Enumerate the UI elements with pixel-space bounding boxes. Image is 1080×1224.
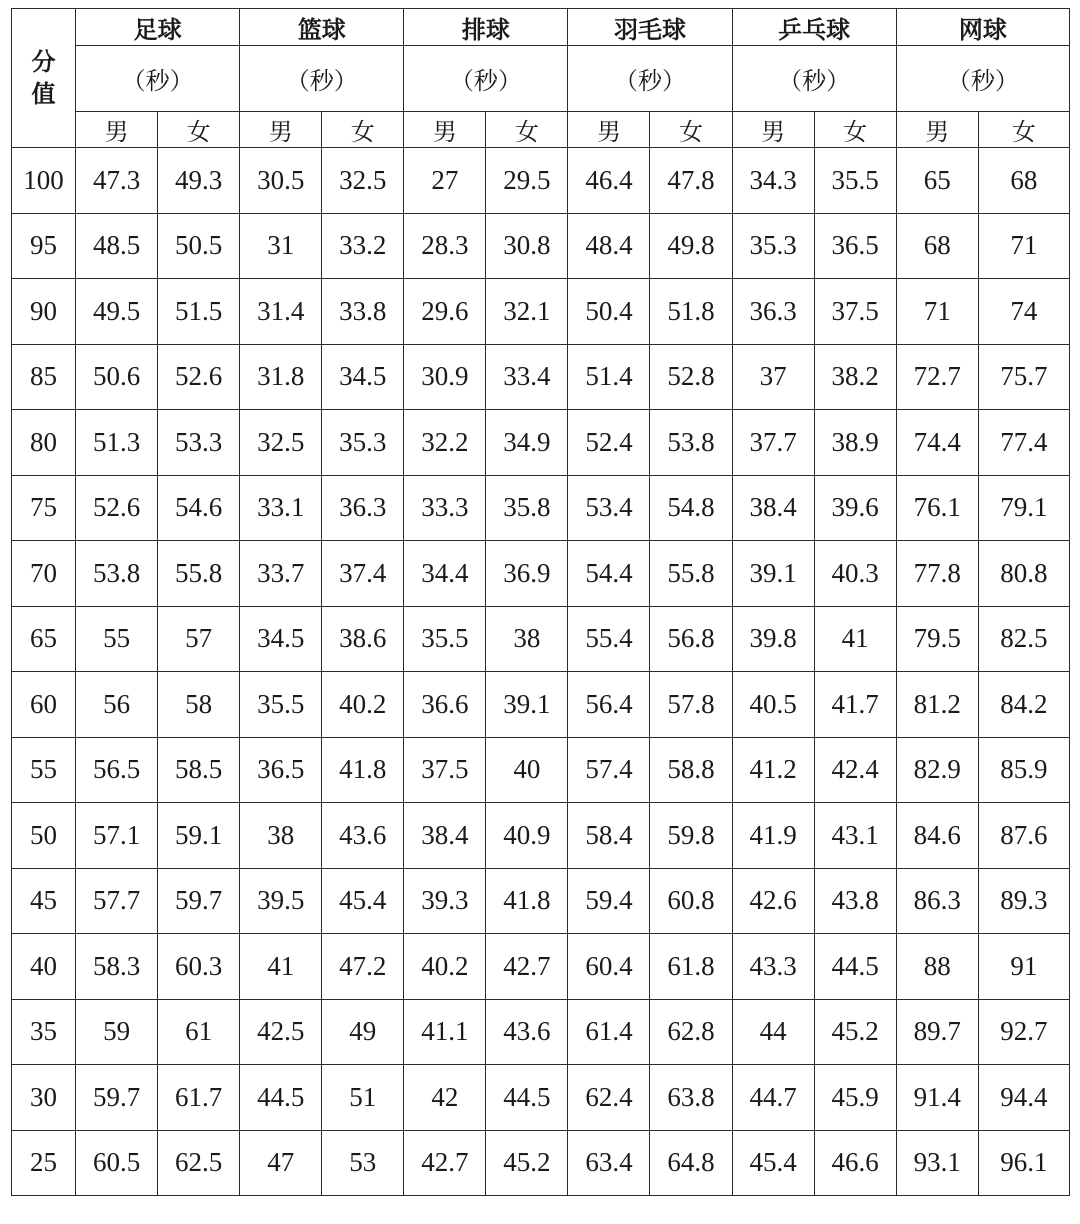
time-value-cell: 93.1 xyxy=(896,1130,978,1196)
time-value-cell: 34.9 xyxy=(486,410,568,476)
time-value-cell: 50.6 xyxy=(76,344,158,410)
time-value-cell: 57 xyxy=(158,606,240,672)
time-value-cell: 80.8 xyxy=(978,541,1069,607)
gender-male: 男 xyxy=(732,112,814,148)
gender-female: 女 xyxy=(322,112,404,148)
time-value-cell: 40.5 xyxy=(732,672,814,738)
time-value-cell: 61.4 xyxy=(568,999,650,1065)
time-value-cell: 89.3 xyxy=(978,868,1069,934)
time-value-cell: 39.6 xyxy=(814,475,896,541)
table-row xyxy=(12,344,1070,410)
time-value-cell: 72.7 xyxy=(896,344,978,410)
time-value-cell: 37.4 xyxy=(322,541,404,607)
time-value-cell: 35.5 xyxy=(404,606,486,672)
time-value-cell: 96.1 xyxy=(978,1130,1069,1196)
time-value-cell: 82.5 xyxy=(978,606,1069,672)
time-value-cell: 53.4 xyxy=(568,475,650,541)
unit-label-volleyball: （秒） xyxy=(404,46,568,112)
time-value-cell: 41 xyxy=(240,934,322,1000)
unit-label-tennis: （秒） xyxy=(896,46,1069,112)
time-value-cell: 35.3 xyxy=(732,213,814,279)
table-row xyxy=(12,999,1070,1065)
time-value-cell: 34.5 xyxy=(322,344,404,410)
table-row xyxy=(12,803,1070,869)
time-value-cell: 58.4 xyxy=(568,803,650,869)
time-value-cell: 61.8 xyxy=(650,934,732,1000)
time-value-cell: 60.4 xyxy=(568,934,650,1000)
time-value-cell: 56.4 xyxy=(568,672,650,738)
time-value-cell: 74.4 xyxy=(896,410,978,476)
time-value-cell: 39.1 xyxy=(732,541,814,607)
score-value-cell: 25 xyxy=(12,1130,76,1196)
time-value-cell: 79.5 xyxy=(896,606,978,672)
time-value-cell: 40.9 xyxy=(486,803,568,869)
time-value-cell: 39.5 xyxy=(240,868,322,934)
time-value-cell: 71 xyxy=(896,279,978,345)
time-value-cell: 44.5 xyxy=(240,1065,322,1131)
time-value-cell: 55.4 xyxy=(568,606,650,672)
top-edge-mask xyxy=(0,0,1080,8)
time-value-cell: 84.2 xyxy=(978,672,1069,738)
time-value-cell: 36.3 xyxy=(322,475,404,541)
time-value-cell: 50.5 xyxy=(158,213,240,279)
time-value-cell: 56.8 xyxy=(650,606,732,672)
time-value-cell: 33.3 xyxy=(404,475,486,541)
score-value-cell: 65 xyxy=(12,606,76,672)
score-value-cell: 70 xyxy=(12,541,76,607)
table-row xyxy=(12,1130,1070,1196)
time-value-cell: 36.5 xyxy=(814,213,896,279)
time-value-cell: 38.2 xyxy=(814,344,896,410)
time-value-cell: 40.2 xyxy=(404,934,486,1000)
time-value-cell: 44.5 xyxy=(486,1065,568,1131)
table-row xyxy=(12,737,1070,803)
time-value-cell: 36.6 xyxy=(404,672,486,738)
sport-header-row xyxy=(12,9,1070,46)
time-value-cell: 41.2 xyxy=(732,737,814,803)
score-value-cell: 60 xyxy=(12,672,76,738)
time-value-cell: 59.7 xyxy=(76,1065,158,1131)
sport-header-volleyball: 排球 xyxy=(404,9,568,46)
unit-label-basketball: （秒） xyxy=(240,46,404,112)
time-value-cell: 77.4 xyxy=(978,410,1069,476)
time-value-cell: 42.7 xyxy=(486,934,568,1000)
time-value-cell: 55.8 xyxy=(158,541,240,607)
time-value-cell: 92.7 xyxy=(978,999,1069,1065)
time-value-cell: 33.4 xyxy=(486,344,568,410)
score-value-cell: 55 xyxy=(12,737,76,803)
time-value-cell: 53 xyxy=(322,1130,404,1196)
time-value-cell: 32.5 xyxy=(322,148,404,214)
gender-female: 女 xyxy=(650,112,732,148)
time-value-cell: 34.4 xyxy=(404,541,486,607)
time-value-cell: 42.7 xyxy=(404,1130,486,1196)
gender-female: 女 xyxy=(814,112,896,148)
time-value-cell: 30.5 xyxy=(240,148,322,214)
time-value-cell: 59 xyxy=(76,999,158,1065)
time-value-cell: 41.7 xyxy=(814,672,896,738)
time-value-cell: 86.3 xyxy=(896,868,978,934)
time-value-cell: 33.8 xyxy=(322,279,404,345)
time-value-cell: 37.5 xyxy=(404,737,486,803)
time-value-cell: 35.8 xyxy=(486,475,568,541)
time-value-cell: 28.3 xyxy=(404,213,486,279)
time-value-cell: 74 xyxy=(978,279,1069,345)
time-value-cell: 85.9 xyxy=(978,737,1069,803)
time-value-cell: 91 xyxy=(978,934,1069,1000)
sport-header-basketball: 篮球 xyxy=(240,9,404,46)
score-value-cell: 35 xyxy=(12,999,76,1065)
time-value-cell: 63.4 xyxy=(568,1130,650,1196)
time-value-cell: 49 xyxy=(322,999,404,1065)
time-value-cell: 75.7 xyxy=(978,344,1069,410)
time-value-cell: 60.8 xyxy=(650,868,732,934)
gender-male: 男 xyxy=(76,112,158,148)
time-value-cell: 59.1 xyxy=(158,803,240,869)
time-value-cell: 51.3 xyxy=(76,410,158,476)
time-value-cell: 30.8 xyxy=(486,213,568,279)
time-value-cell: 40.3 xyxy=(814,541,896,607)
gender-female: 女 xyxy=(158,112,240,148)
table-row xyxy=(12,148,1070,214)
time-value-cell: 41.8 xyxy=(322,737,404,803)
time-value-cell: 60.3 xyxy=(158,934,240,1000)
time-value-cell: 49.8 xyxy=(650,213,732,279)
time-value-cell: 29.6 xyxy=(404,279,486,345)
time-value-cell: 33.1 xyxy=(240,475,322,541)
time-value-cell: 43.8 xyxy=(814,868,896,934)
time-value-cell: 36.3 xyxy=(732,279,814,345)
time-value-cell: 48.4 xyxy=(568,213,650,279)
gender-male: 男 xyxy=(568,112,650,148)
score-value-cell: 85 xyxy=(12,344,76,410)
time-value-cell: 57.7 xyxy=(76,868,158,934)
time-value-cell: 47.8 xyxy=(650,148,732,214)
time-value-cell: 57.1 xyxy=(76,803,158,869)
score-value-cell: 100 xyxy=(12,148,76,214)
time-value-cell: 59.4 xyxy=(568,868,650,934)
time-value-cell: 62.5 xyxy=(158,1130,240,1196)
time-value-cell: 43.6 xyxy=(322,803,404,869)
table-row xyxy=(12,606,1070,672)
time-value-cell: 60.5 xyxy=(76,1130,158,1196)
gender-male: 男 xyxy=(240,112,322,148)
time-value-cell: 52.8 xyxy=(650,344,732,410)
time-value-cell: 53.8 xyxy=(650,410,732,476)
time-value-cell: 81.2 xyxy=(896,672,978,738)
time-value-cell: 45.4 xyxy=(732,1130,814,1196)
time-value-cell: 39.3 xyxy=(404,868,486,934)
time-value-cell: 45.2 xyxy=(814,999,896,1065)
time-value-cell: 38 xyxy=(240,803,322,869)
time-value-cell: 31 xyxy=(240,213,322,279)
time-value-cell: 41 xyxy=(814,606,896,672)
table-row xyxy=(12,213,1070,279)
time-value-cell: 59.8 xyxy=(650,803,732,869)
time-value-cell: 61.7 xyxy=(158,1065,240,1131)
time-value-cell: 40.2 xyxy=(322,672,404,738)
time-value-cell: 39.8 xyxy=(732,606,814,672)
time-value-cell: 33.7 xyxy=(240,541,322,607)
gender-male: 男 xyxy=(404,112,486,148)
table-row xyxy=(12,279,1070,345)
score-value-cell: 40 xyxy=(12,934,76,1000)
time-value-cell: 56.5 xyxy=(76,737,158,803)
time-value-cell: 41.1 xyxy=(404,999,486,1065)
score-value-cell: 95 xyxy=(12,213,76,279)
time-value-cell: 54.4 xyxy=(568,541,650,607)
score-value-cell: 80 xyxy=(12,410,76,476)
gender-male: 男 xyxy=(896,112,978,148)
time-value-cell: 49.3 xyxy=(158,148,240,214)
time-value-cell: 52.4 xyxy=(568,410,650,476)
sport-header-table-tennis: 乒乓球 xyxy=(732,9,896,46)
time-value-cell: 47 xyxy=(240,1130,322,1196)
time-value-cell: 45.9 xyxy=(814,1065,896,1131)
score-value-cell: 90 xyxy=(12,279,76,345)
time-value-cell: 50.4 xyxy=(568,279,650,345)
table-row xyxy=(12,410,1070,476)
time-value-cell: 82.9 xyxy=(896,737,978,803)
sport-header-badminton: 羽毛球 xyxy=(568,9,732,46)
time-value-cell: 48.5 xyxy=(76,213,158,279)
time-value-cell: 44.7 xyxy=(732,1065,814,1131)
time-value-cell: 53.3 xyxy=(158,410,240,476)
table-row xyxy=(12,475,1070,541)
score-value-cell: 50 xyxy=(12,803,76,869)
time-value-cell: 79.1 xyxy=(978,475,1069,541)
gender-female: 女 xyxy=(486,112,568,148)
time-value-cell: 31.8 xyxy=(240,344,322,410)
time-value-cell: 38.6 xyxy=(322,606,404,672)
score-column-header xyxy=(12,9,76,148)
sport-header-tennis: 网球 xyxy=(896,9,1069,46)
time-value-cell: 34.3 xyxy=(732,148,814,214)
time-value-cell: 55 xyxy=(76,606,158,672)
time-value-cell: 37.7 xyxy=(732,410,814,476)
time-value-cell: 84.6 xyxy=(896,803,978,869)
time-value-cell: 46.4 xyxy=(568,148,650,214)
time-value-cell: 51 xyxy=(322,1065,404,1131)
time-value-cell: 52.6 xyxy=(76,475,158,541)
table-row xyxy=(12,934,1070,1000)
unit-header-row xyxy=(12,46,1070,112)
time-value-cell: 64.8 xyxy=(650,1130,732,1196)
time-value-cell: 58.5 xyxy=(158,737,240,803)
time-value-cell: 54.8 xyxy=(650,475,732,541)
table-row xyxy=(12,541,1070,607)
time-value-cell: 87.6 xyxy=(978,803,1069,869)
time-value-cell: 71 xyxy=(978,213,1069,279)
score-label-char-1: 分 xyxy=(31,48,56,76)
score-table-container xyxy=(11,8,1070,1196)
unit-label-football: （秒） xyxy=(76,46,240,112)
time-value-cell: 59.7 xyxy=(158,868,240,934)
time-value-cell: 42.4 xyxy=(814,737,896,803)
time-value-cell: 32.5 xyxy=(240,410,322,476)
time-value-cell: 58.8 xyxy=(650,737,732,803)
time-value-cell: 65 xyxy=(896,148,978,214)
table-row xyxy=(12,672,1070,738)
time-value-cell: 62.4 xyxy=(568,1065,650,1131)
time-value-cell: 62.8 xyxy=(650,999,732,1065)
time-value-cell: 35.5 xyxy=(240,672,322,738)
table-header xyxy=(12,9,1070,148)
time-value-cell: 42.6 xyxy=(732,868,814,934)
time-value-cell: 46.6 xyxy=(814,1130,896,1196)
time-value-cell: 63.8 xyxy=(650,1065,732,1131)
time-value-cell: 36.9 xyxy=(486,541,568,607)
time-value-cell: 43.1 xyxy=(814,803,896,869)
time-value-cell: 27 xyxy=(404,148,486,214)
gender-header-row xyxy=(12,112,1070,148)
time-value-cell: 58.3 xyxy=(76,934,158,1000)
sport-header-football: 足球 xyxy=(76,9,240,46)
time-value-cell: 38.9 xyxy=(814,410,896,476)
time-value-cell: 37.5 xyxy=(814,279,896,345)
time-value-cell: 33.2 xyxy=(322,213,404,279)
score-value-cell: 45 xyxy=(12,868,76,934)
time-value-cell: 58 xyxy=(158,672,240,738)
time-value-cell: 41.8 xyxy=(486,868,568,934)
time-value-cell: 31.4 xyxy=(240,279,322,345)
unit-label-badminton: （秒） xyxy=(568,46,732,112)
time-value-cell: 91.4 xyxy=(896,1065,978,1131)
time-value-cell: 56 xyxy=(76,672,158,738)
gender-female: 女 xyxy=(978,112,1069,148)
time-value-cell: 94.4 xyxy=(978,1065,1069,1131)
time-value-cell: 52.6 xyxy=(158,344,240,410)
time-value-cell: 38.4 xyxy=(404,803,486,869)
time-value-cell: 40 xyxy=(486,737,568,803)
time-value-cell: 88 xyxy=(896,934,978,1000)
time-value-cell: 38.4 xyxy=(732,475,814,541)
time-value-cell: 61 xyxy=(158,999,240,1065)
time-value-cell: 41.9 xyxy=(732,803,814,869)
table-row xyxy=(12,868,1070,934)
time-value-cell: 49.5 xyxy=(76,279,158,345)
time-value-cell: 42.5 xyxy=(240,999,322,1065)
time-value-cell: 76.1 xyxy=(896,475,978,541)
time-value-cell: 38 xyxy=(486,606,568,672)
time-value-cell: 34.5 xyxy=(240,606,322,672)
time-value-cell: 42 xyxy=(404,1065,486,1131)
time-value-cell: 89.7 xyxy=(896,999,978,1065)
time-value-cell: 68 xyxy=(978,148,1069,214)
score-label-char-2: 值 xyxy=(31,80,56,108)
time-value-cell: 51.5 xyxy=(158,279,240,345)
score-value-cell: 30 xyxy=(12,1065,76,1131)
time-value-cell: 55.8 xyxy=(650,541,732,607)
time-value-cell: 44.5 xyxy=(814,934,896,1000)
time-value-cell: 39.1 xyxy=(486,672,568,738)
time-value-cell: 35.3 xyxy=(322,410,404,476)
score-value-cell: 75 xyxy=(12,475,76,541)
time-value-cell: 53.8 xyxy=(76,541,158,607)
time-value-cell: 30.9 xyxy=(404,344,486,410)
time-value-cell: 43.6 xyxy=(486,999,568,1065)
score-table xyxy=(11,8,1070,1196)
time-value-cell: 32.2 xyxy=(404,410,486,476)
time-value-cell: 57.4 xyxy=(568,737,650,803)
time-value-cell: 35.5 xyxy=(814,148,896,214)
time-value-cell: 68 xyxy=(896,213,978,279)
time-value-cell: 51.8 xyxy=(650,279,732,345)
time-value-cell: 47.3 xyxy=(76,148,158,214)
time-value-cell: 43.3 xyxy=(732,934,814,1000)
time-value-cell: 45.4 xyxy=(322,868,404,934)
time-value-cell: 36.5 xyxy=(240,737,322,803)
time-value-cell: 45.2 xyxy=(486,1130,568,1196)
table-row xyxy=(12,1065,1070,1131)
time-value-cell: 57.8 xyxy=(650,672,732,738)
time-value-cell: 32.1 xyxy=(486,279,568,345)
table-body xyxy=(12,148,1070,1196)
time-value-cell: 54.6 xyxy=(158,475,240,541)
time-value-cell: 44 xyxy=(732,999,814,1065)
time-value-cell: 37 xyxy=(732,344,814,410)
unit-label-table-tennis: （秒） xyxy=(732,46,896,112)
time-value-cell: 47.2 xyxy=(322,934,404,1000)
time-value-cell: 77.8 xyxy=(896,541,978,607)
time-value-cell: 29.5 xyxy=(486,148,568,214)
time-value-cell: 51.4 xyxy=(568,344,650,410)
